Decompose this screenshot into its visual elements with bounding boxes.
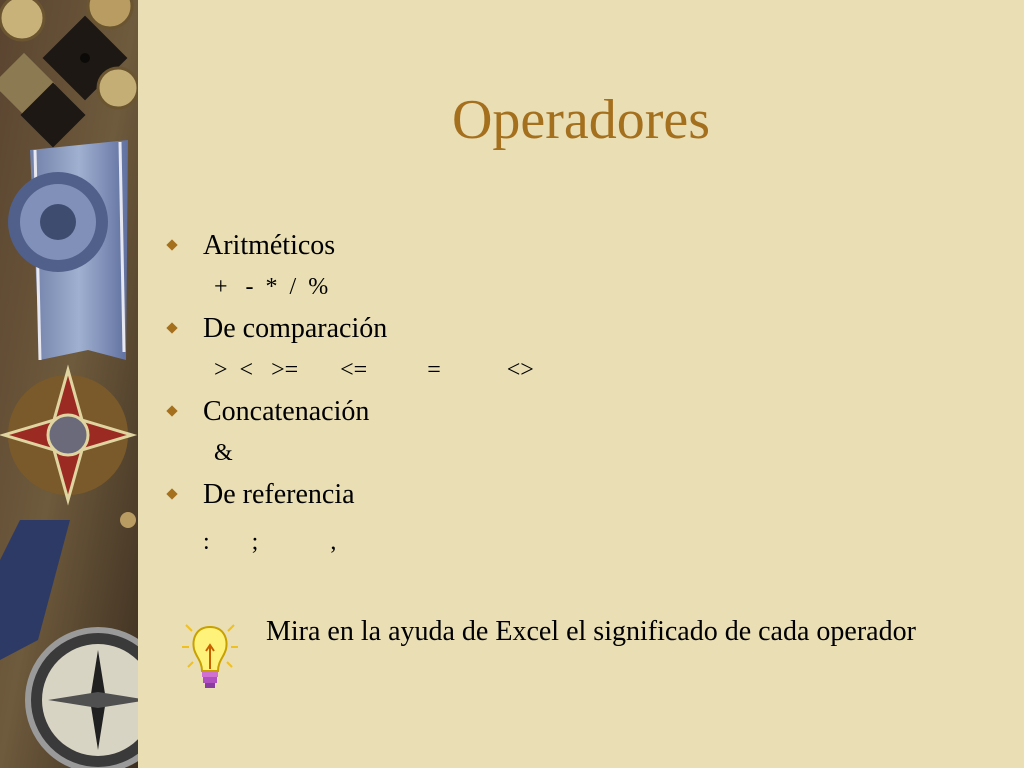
diamond-bullet-icon — [166, 322, 177, 333]
bullet-label: Aritméticos — [203, 230, 336, 261]
diamond-bullet-icon — [166, 405, 177, 416]
lightbulb-icon — [180, 615, 240, 695]
operator-symbols: > < >= <= = <> — [214, 357, 534, 383]
bullet-label: Concatenación — [203, 396, 370, 427]
diamond-bullet-icon — [166, 239, 177, 250]
diamond-bullet-icon — [166, 488, 177, 499]
bullet-label: De comparación — [203, 313, 388, 344]
operator-symbols: & — [214, 440, 233, 466]
bullet-label: De referencia — [203, 479, 355, 510]
operator-symbols: : ; , — [203, 529, 337, 555]
note-text: Mira en la ayuda de Excel el significado de cada operador — [266, 616, 916, 647]
slide-title: Operadores — [451, 89, 711, 151]
operator-symbols: + - * / % — [214, 274, 329, 300]
